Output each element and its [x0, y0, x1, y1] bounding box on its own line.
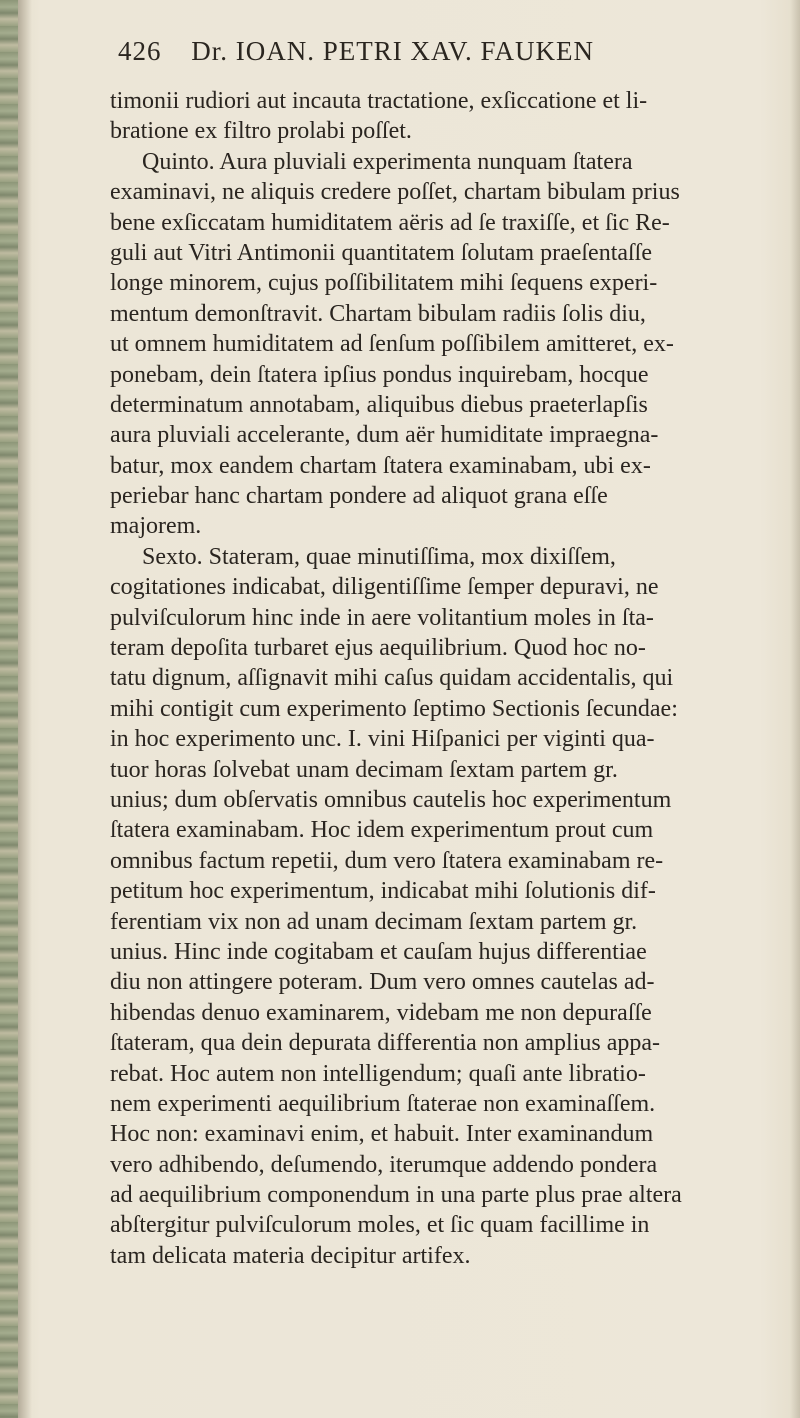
text-line: ad aequilibrium componendum in una parte plus prae altera	[110, 1182, 682, 1209]
text-line: tam delicata materia decipitur artifex.	[110, 1242, 471, 1269]
body-text	[110, 86, 790, 1271]
text-line: in hoc experimento unc. I. vini Hiſpanici per viginti qua-	[110, 726, 655, 753]
text-line: Hoc non: examinavi enim, et habuit. Inter examinandum	[110, 1121, 654, 1148]
text-line: cogitationes indicabat, diligentiſſime ſemper depuravi, ne	[110, 574, 659, 601]
page-right-edge	[790, 0, 800, 1418]
text-line: examinavi, ne aliquis credere poſſet, chartam bibulam prius	[110, 179, 680, 206]
text-line: mihi contigit cum experimento ſeptimo Sectionis ſecundae:	[110, 695, 678, 722]
running-head: Dr. IOAN. PETRI XAV. FAUKEN	[191, 36, 595, 66]
text-line: bene exſiccatam humiditatem aëris ad ſe traxiſſe, et ſic Re-	[110, 209, 670, 236]
text-line: periebar hanc chartam pondere ad aliquot grana eſſe	[110, 483, 608, 510]
text-line: majorem.	[110, 513, 202, 540]
text-line: abſtergitur pulviſculorum moles, et ſic quam facillime in	[110, 1212, 650, 1239]
text-line: ponebam, dein ſtatera ipſius pondus inquirebam, hocque	[110, 361, 649, 388]
text-line: ut omnem humiditatem ad ſenſum poſſibilem amitteret, ex-	[110, 331, 674, 358]
text-line: unius; dum obſervatis omnibus cautelis hoc experimentum	[110, 786, 672, 813]
text-line: petitum hoc experimentum, indicabat mihi ſolutionis dif-	[110, 878, 656, 905]
text-line: diu non attingere poteram. Dum vero omnes cautelas ad-	[110, 969, 655, 996]
text-line: hibendas denuo examinarem, videbam me non depuraſſe	[110, 999, 652, 1026]
text-line: tatu dignum, aſſignavit mihi caſus quidam accidentalis, qui	[110, 665, 674, 692]
text-line: ſtateram, qua dein depurata differentia non amplius appa-	[110, 1030, 661, 1057]
page-number: 426	[118, 36, 162, 66]
text-line: ſtatera examinabam. Hoc idem experimentum prout cum	[110, 817, 654, 844]
text-line: mentum demonſtravit. Chartam bibulam radiis ſolis diu,	[110, 300, 646, 327]
text-line: unius. Hinc inde cogitabam et cauſam hujus differentiae	[110, 938, 647, 965]
text-line: longe minorem, cujus poſſibilitatem mihi ſequens experi-	[110, 270, 658, 297]
text-line: nem experimenti aequilibrium ſtaterae non examinaſſem.	[110, 1090, 656, 1117]
text-line: teram depoſita turbaret ejus aequilibrium. Quod hoc no-	[110, 635, 646, 662]
text-line: tuor horas ſolvebat unam decimam ſextam partem gr.	[110, 756, 618, 783]
text-line: Sexto. Stateram, quae minutiſſima, mox dixiſſem,	[142, 543, 616, 570]
text-line: determinatum annotabam, aliquibus diebus praeterlapſis	[110, 391, 648, 418]
text-line: batur, mox eandem chartam ſtatera examinabam, ubi ex-	[110, 452, 651, 479]
text-line: ferentiam vix non ad unam decimam ſextam partem gr.	[110, 908, 638, 935]
text-line: timonii rudiori aut incauta tractatione, exſiccatione et li-	[110, 88, 648, 114]
page-header	[118, 36, 718, 76]
text-line: bratione ex filtro prolabi poſſet.	[110, 118, 412, 145]
text-line: Quinto. Aura pluviali experimenta nunquam ſtatera	[142, 148, 633, 175]
text-line: vero adhibendo, deſumendo, iterumque addendo pondera	[110, 1151, 658, 1178]
text-line: aura pluviali accelerante, dum aër humiditate impraegna-	[110, 422, 659, 449]
book-binding-edge	[0, 0, 18, 1418]
text-line: pulviſculorum hinc inde in aere volitantium moles in ſta-	[110, 604, 654, 631]
text-line: rebat. Hoc autem non intelligendum; quaſi ante libratio-	[110, 1060, 646, 1087]
gutter-shadow	[18, 0, 32, 1418]
text-line: guli aut Vitri Antimonii quantitatem ſolutam praeſentaſſe	[110, 239, 653, 266]
text-line: omnibus factum repetii, dum vero ſtatera examinabam re-	[110, 847, 664, 874]
